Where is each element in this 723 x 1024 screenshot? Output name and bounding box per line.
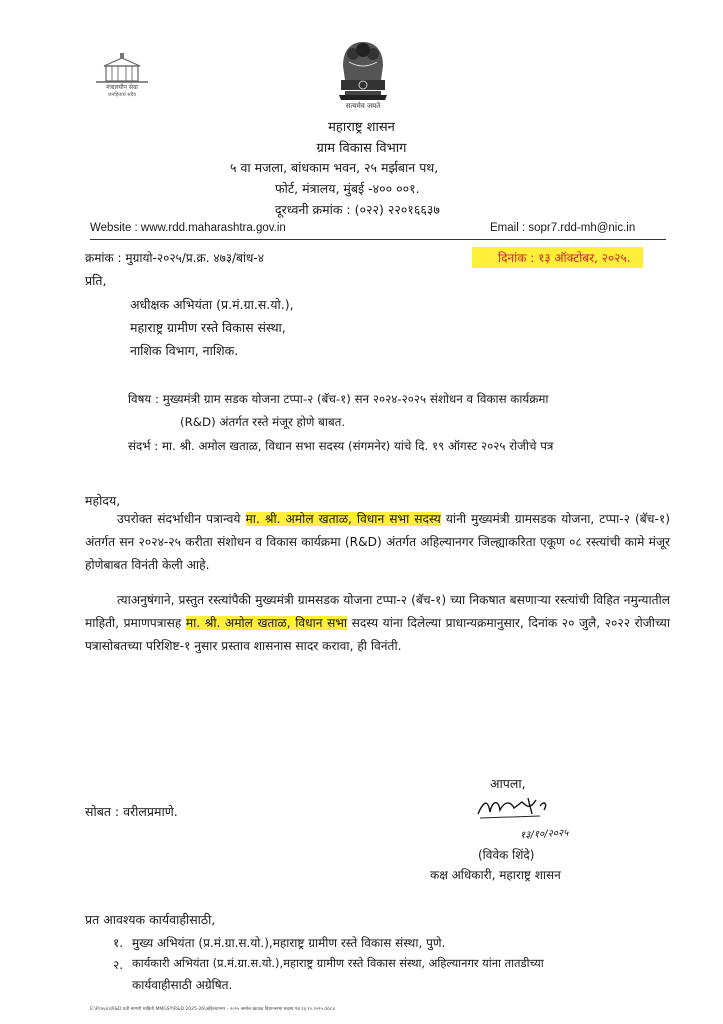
subject-reference: संदर्भ : मा. श्री. अमोल खताळ, विधान सभा सदस्य (संगमनेर) यांचे दि. १९ ऑगस्ट २०२५ रोजीचे पत्र xyxy=(128,439,554,453)
paragraph-1: उपरोक्त संदर्भाधीन पत्रान्वये मा. श्री. अमोल खताळ, विधान सभा सदस्य यांनी मुख्यमंत्री ग्रामसडक योजना, टप्पा-२ (बॅच-१) अंतर्गत सन २०२४-२५ करीता संशोधन व विकास कार्यक्रमा (R&D) अंतर्गत अहिल्यानगर जिल्ह्याकरिता एकूण ०८ रस्त्यांची कामे मंजूर होणेबाबत विनंती केली आहे. xyxy=(85,512,670,572)
closing-aapla: आपला, xyxy=(490,776,526,791)
reference-number: क्रमांक : मुग्रायो-२०२५/प्र.क्र. ४७३/बांध-४ xyxy=(85,251,265,265)
highlighted-mla-name-2: मा. श्री. अमोल खताळ, विधान सभा xyxy=(185,616,348,630)
copy-item-1: मुख्य अभियंता (प्र.मं.ग्रा.स.यो.),महाराष्ट्र ग्रामीण रस्ते विकास संस्था, पुणे. xyxy=(132,936,446,950)
footer-file-path: E:\Pravin\R&D प्रती मागणी माहिती MMGSY\R&D 2025-26\अहिल्यानगर - २०२५ अमोल खताळ विधानसभा सदस्य पत्र १३.१०.२०२५.docx xyxy=(90,1007,336,1012)
department-logo xyxy=(92,52,152,98)
letterhead-government: महाराष्ट्र शासन xyxy=(328,120,395,135)
letterhead-address-2: फोर्ट, मंत्रालय, मुंबई -४०० ००१. xyxy=(275,181,420,196)
copy-item-2-continued: कार्यवाहीसाठी अग्रेषित. xyxy=(132,978,233,992)
signature xyxy=(470,792,560,826)
emblem-motto: सत्यमेव जयते xyxy=(345,102,381,110)
officer-name: (विवेक शिंदे) xyxy=(478,848,535,862)
logo-caption-1: मंत्रालयीन सेवा xyxy=(106,84,138,91)
letterhead-address-1: ५ वा मजला, बांधकाम भवन, २५ मर्झबान पथ, xyxy=(230,160,439,175)
email-link[interactable]: Email : sopr7.rdd-mh@nic.in xyxy=(490,222,636,234)
signature-date: १३/१०/२०२५ xyxy=(519,827,569,842)
letterhead-phone: दूरध्वनी क्रमांक : (०२२) २२०१६६३७ xyxy=(275,202,440,217)
subject-line-1: विषय : मुख्यमंत्री ग्राम सडक योजना टप्पा-२ (बॅच-१) सन २०२४-२०२५ संशोधन व विकास कार्यक्रमा xyxy=(128,392,549,406)
copy-item-2-number: २. xyxy=(113,958,124,972)
header-divider xyxy=(90,239,666,240)
recipient-line-3: नाशिक विभाग, नाशिक. xyxy=(130,343,239,358)
logo-caption-2: जनहितार्थ सदैव xyxy=(107,92,137,98)
signature-icon xyxy=(470,792,560,826)
website-link[interactable]: Website : www.rdd.maharashtra.gov.in xyxy=(90,222,286,234)
letter-date: दिनांक : १३ ऑक्टोबर, २०२५. xyxy=(472,247,643,268)
salutation: महोदय, xyxy=(85,493,121,508)
copy-item-1-number: १. xyxy=(113,936,124,950)
highlighted-mla-name-1: मा. श्री. अमोल खताळ, विधान सभा सदस्य xyxy=(245,512,441,526)
building-icon xyxy=(92,52,152,84)
paragraph-2: त्याअनुषंगाने, प्रस्तुत रस्त्यांपैकी मुख्यमंत्री ग्रामसडक योजना टप्पा-२ (बॅच-१) च्या निकषात बसणाऱ्या रस्त्यांची विहित नमुन्यातील माहिती, प्रमाणपत्रासह मा. श्री. अमोल खताळ, विधान सभा सदस्य यांना दिलेल्या प्राधान्यक्रमानुसार, दिनांक २० जुलै, २०२२ रोजीच्या पत्रासोबतच्या परिशिष्ट-१ नुसार प्रस्ताव शासनास सादर करावा, ही विनंती. xyxy=(85,593,670,653)
officer-designation: कक्ष अधिकारी, महाराष्ट्र शासन xyxy=(430,868,561,882)
recipient-line-1: अधीक्षक अभियंता (प्र.मं.ग्रा.स.यो.), xyxy=(130,297,294,312)
copy-heading: प्रत आवश्यक कार्यवाहीसाठी, xyxy=(85,912,216,927)
copy-item-2: कार्यकारी अभियंता (प्र.मं.ग्रा.स.यो.),महाराष्ट्र ग्रामीण रस्ते विकास संस्था, अहिल्यानगर यांना तातडीच्या xyxy=(132,956,544,970)
lion-capital-icon xyxy=(333,36,393,102)
recipient-line-2: महाराष्ट्र ग्रामीण रस्ते विकास संस्था, xyxy=(130,320,286,335)
subject-line-2: (R&D) अंतर्गत रस्ते मंजूर होणे बाबत. xyxy=(180,415,346,429)
recipient-prati: प्रति, xyxy=(85,273,107,288)
letterhead-department: ग्राम विकास विभाग xyxy=(316,141,407,156)
letter-body xyxy=(85,508,670,670)
enclosure: सोबत : वरीलप्रमाणे. xyxy=(85,804,178,819)
national-emblem xyxy=(333,36,393,114)
